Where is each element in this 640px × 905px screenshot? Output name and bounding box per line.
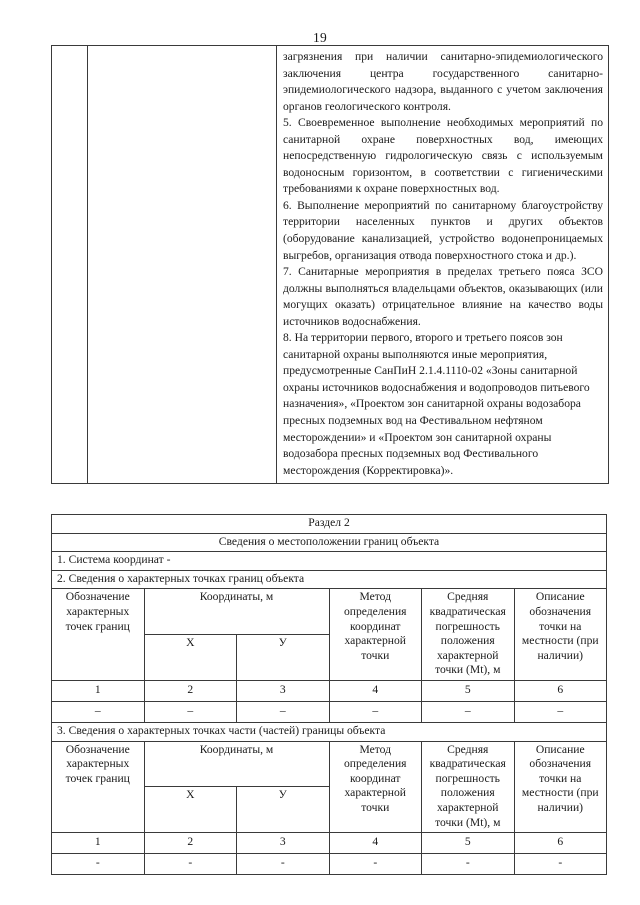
section2-item3-heading: 3. Сведения о характерных точках части (частей) границы объекта [52,722,607,741]
data-cell-5: – [422,701,515,722]
data-cell-4-b: - [329,854,422,875]
paragraph-6: 6. Выполнение мероприятий по санитарному благоустройству территории населенных пунктов и других объектов (оборудование канализацией, устройство водонепроницаемых выгребов, организация отвода поверхностного стока и др.). [283,198,603,262]
column-number-2-b: 2 [144,833,237,854]
header-method-3: Метод определения координат характерной точки [329,741,422,833]
paragraph-7: 7. Санитарные мероприятия в пределах третьего пояса ЗСО должны выполняться владельцами объектов, оказывающих (или могущих оказать) отрицательное влияние на качество воды источников водоснабжения. [283,265,603,328]
header-x-2: X [144,635,237,681]
section2-title: Раздел 2 [52,515,607,534]
data-cell-6-b: - [514,854,607,875]
data-cell-2-b: - [144,854,237,875]
column-number-5: 5 [422,680,515,701]
column-number-1: 1 [52,680,145,701]
column-number-6-b: 6 [514,833,607,854]
table-row-data-3 [52,854,607,875]
column-number-1-b: 1 [52,833,145,854]
table-row-section-subtitle [52,533,607,552]
page-number: 19 [313,30,327,45]
data-cell-1-b: - [52,854,145,875]
data-cell-3-b: - [237,854,330,875]
data-cell-3: – [237,701,330,722]
section2-item1-coordinate-system: 1. Система координат - [52,552,607,571]
table-row-section-title [52,515,607,534]
column-number-3: 3 [237,680,330,701]
data-cell-6: – [514,701,607,722]
cell-column-1-empty [52,46,88,484]
header-description-2: Описание обозначения точки на местности (при наличии) [514,589,607,681]
table-row-data-2 [52,701,607,722]
header-y-2: У [237,635,330,681]
table-row-item2 [52,570,607,589]
table-row-header-top-a [52,589,607,635]
data-cell-5-b: - [422,854,515,875]
header-error-3: Средняя квадратическая погрешность положения характерной точки (Mt), м [422,741,515,833]
paragraph-4-continuation: загрязнения при наличии санитарно-эпидемиологического заключения центра государственного санитарно-эпидемиологического надзора, выданного с учетом заключения органов геологического контроля. [283,50,603,113]
cell-column-3-content [277,46,609,484]
section2-table [51,514,607,875]
section2-item2-heading: 2. Сведения о характерных точках границ объекта [52,570,607,589]
column-number-6: 6 [514,680,607,701]
table-row-item3 [52,722,607,741]
table-row-column-numbers-3 [52,833,607,854]
header-coordinates-3: Координаты, м [144,741,329,787]
table-row-header-bottom-a [52,741,607,787]
data-cell-4: – [329,701,422,722]
header-designation-3: Обозначение характерных точек границ [52,741,145,833]
header-designation-2: Обозначение характерных точек границ [52,589,145,681]
continued-content-table [51,45,609,484]
header-y-3: У [237,787,330,833]
table-row-item1 [52,552,607,571]
data-cell-1: – [52,701,145,722]
body-text-block [277,46,608,483]
table-row-column-numbers-2 [52,680,607,701]
column-number-5-b: 5 [422,833,515,854]
header-description-3: Описание обозначения точки на местности (при наличии) [514,741,607,833]
section2-subtitle: Сведения о местоположении границ объекта [52,533,607,552]
cell-column-2-empty [88,46,277,484]
column-number-4-b: 4 [329,833,422,854]
header-coordinates-2: Координаты, м [144,589,329,635]
paragraph-8: 8. На территории первого, второго и третьего поясов зон санитарной охраны выполняются иные мероприятия, предусмотренные СанПиН 2.1.4.1110-02 «Зоны санитарной охраны источников водоснабжения и водопроводов питьевого назначения», «Проектом зон санитарной охраны водозабора пресных подземных вод на Фестивальном нефтяном месторождении» и «Проектом зон санитарной охраны водозабора пресных подземных вод Фестивального месторождения (Корректировка)». [283,331,590,477]
header-error-2: Средняя квадратическая погрешность положения характерной точки (Mt), м [422,589,515,681]
table-row [52,46,609,484]
column-number-4: 4 [329,680,422,701]
header-x-3: X [144,787,237,833]
column-number-2: 2 [144,680,237,701]
column-number-3-b: 3 [237,833,330,854]
paragraph-5: 5. Своевременное выполнение необходимых мероприятий по санитарной охране поверхностных вод, имеющих непосредственную гидрологическую связь с используемым водоносным горизонтом, в соответствии с гигиеническими требованиями к охране поверхностных вод. [283,116,603,196]
data-cell-2: – [144,701,237,722]
header-method-2: Метод определения координат характерной точки [329,589,422,681]
